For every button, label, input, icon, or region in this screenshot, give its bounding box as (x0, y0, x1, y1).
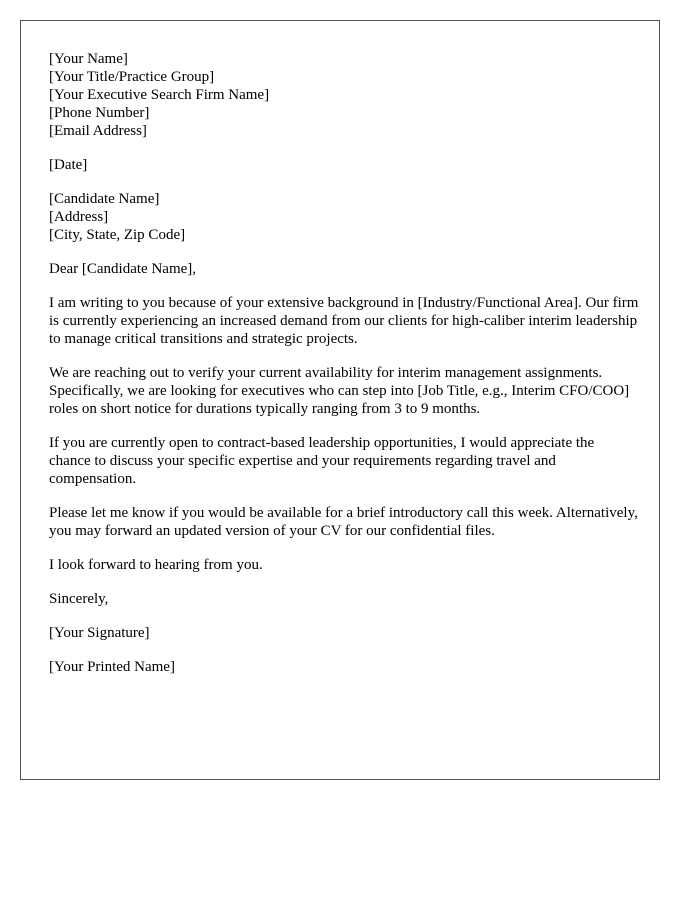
printed-name: [Your Printed Name] (49, 659, 175, 675)
sender-phone: [Phone Number] (49, 105, 150, 121)
sender-email: [Email Address] (49, 123, 147, 139)
sender-firm: [Your Executive Search Firm Name] (49, 87, 270, 103)
closing: Sincerely, (49, 591, 109, 607)
body-paragraph: I am writing to you because of your extensive background in [Industry/Functional Area]. Our firm is currently experiencing an increased demand from our clients for high-caliber interim leadership to manage critical transitions and strategic projects. (49, 295, 639, 347)
recipient-address: [Address] (49, 209, 109, 225)
recipient-block (49, 190, 639, 244)
sender-name: [Your Name] (49, 51, 128, 67)
recipient-city-state-zip: [City, State, Zip Code] (49, 227, 186, 243)
salutation: Dear [Candidate Name], (49, 261, 197, 277)
body-paragraph: I look forward to hearing from you. (49, 557, 263, 573)
sender-block (49, 50, 639, 140)
signature: [Your Signature] (49, 625, 150, 641)
body-paragraph: We are reaching out to verify your current availability for interim management assignments. Specifically, we are looking for executives who can step into [Job Title, e.g., Interim CFO/COO] roles on short notice for durations typically ranging from 3 to 9 months. (49, 365, 630, 417)
letter-date: [Date] (49, 157, 88, 173)
body-paragraph: If you are currently open to contract-based leadership opportunities, I would appreciate the chance to discuss your specific expertise and your requirements regarding travel and compensation. (49, 435, 595, 487)
letter-page (20, 20, 660, 780)
recipient-name: [Candidate Name] (49, 191, 160, 207)
body-paragraph: Please let me know if you would be available for a brief introductory call this week. Alternatively, you may forward an updated version of your CV for our confidential files. (49, 505, 638, 539)
letter-body (49, 50, 639, 692)
date-block (49, 156, 639, 174)
sender-title: [Your Title/Practice Group] (49, 69, 215, 85)
